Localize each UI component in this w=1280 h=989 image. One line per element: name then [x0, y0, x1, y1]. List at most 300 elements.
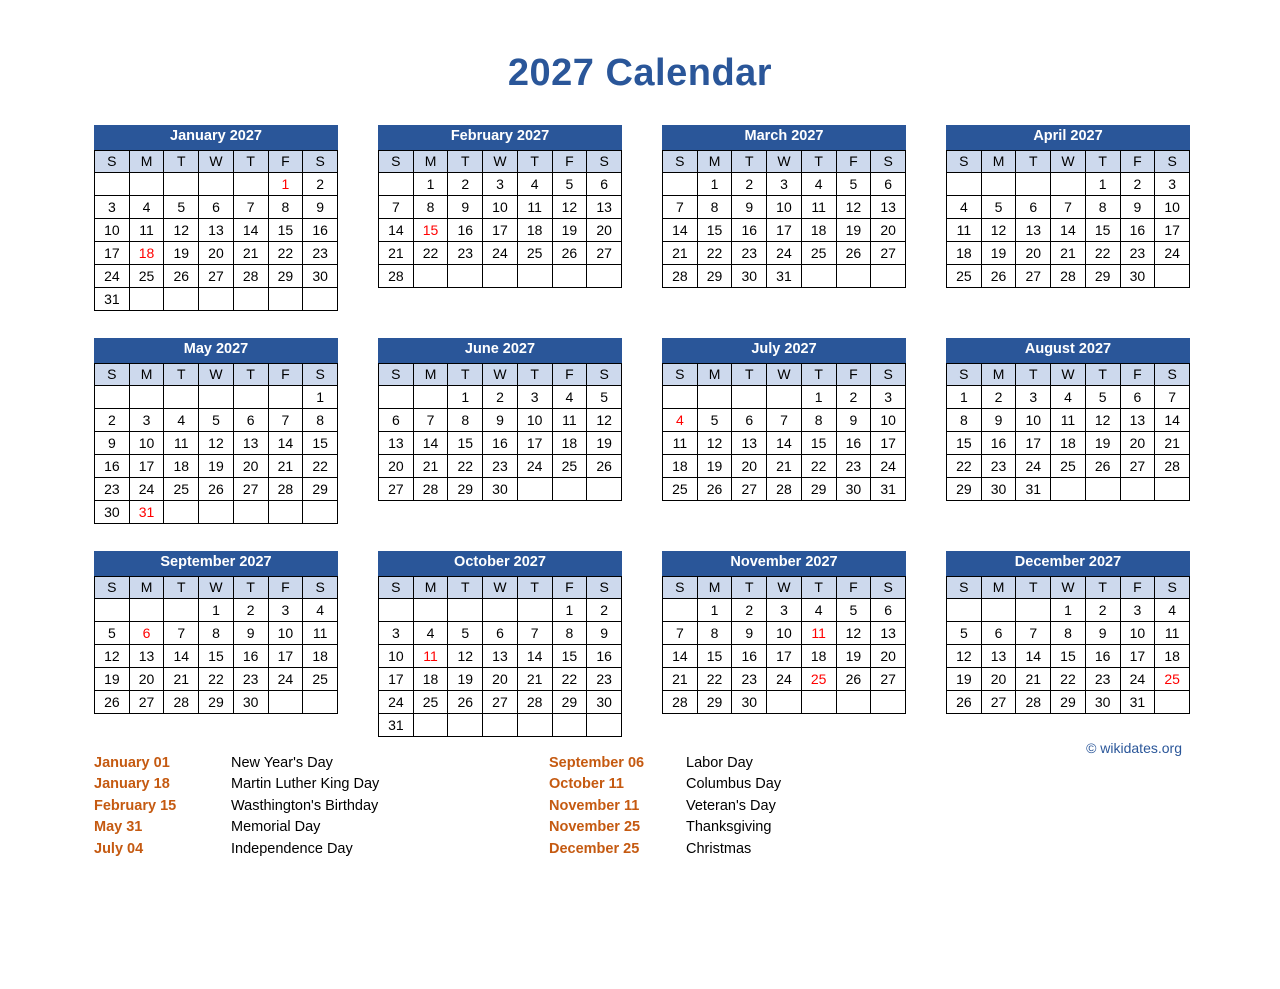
day-cell[interactable]: 8 [552, 621, 587, 644]
day-cell[interactable]: 28 [663, 690, 698, 713]
day-cell[interactable]: 31 [1120, 690, 1155, 713]
day-cell[interactable]: 22 [1085, 241, 1120, 264]
day-cell[interactable]: 23 [448, 241, 483, 264]
day-cell[interactable]: 6 [871, 598, 906, 621]
day-cell[interactable]: 27 [483, 690, 518, 713]
day-cell[interactable]: 22 [552, 667, 587, 690]
day-cell[interactable]: 17 [379, 667, 414, 690]
day-cell[interactable]: 18 [947, 241, 982, 264]
day-cell[interactable]: 8 [268, 195, 303, 218]
day-cell[interactable]: 30 [1120, 264, 1155, 287]
day-cell[interactable]: 23 [836, 454, 871, 477]
day-cell[interactable]: 2 [732, 598, 767, 621]
day-cell[interactable]: 29 [448, 477, 483, 500]
day-cell[interactable]: 14 [413, 431, 448, 454]
day-cell[interactable]: 30 [1085, 690, 1120, 713]
day-cell[interactable]: 18 [164, 454, 199, 477]
day-cell[interactable]: 27 [1120, 454, 1155, 477]
day-cell[interactable]: 28 [1016, 690, 1051, 713]
day-cell[interactable]: 20 [483, 667, 518, 690]
day-cell[interactable]: 30 [836, 477, 871, 500]
day-cell[interactable]: 12 [836, 621, 871, 644]
day-cell[interactable]: 10 [129, 431, 164, 454]
day-cell[interactable]: 12 [164, 218, 199, 241]
day-cell[interactable]: 4 [164, 408, 199, 431]
day-cell[interactable]: 30 [95, 500, 130, 523]
day-cell[interactable]: 15 [199, 644, 234, 667]
day-cell[interactable]: 5 [981, 195, 1016, 218]
day-cell[interactable]: 10 [871, 408, 906, 431]
day-cell[interactable]: 7 [663, 621, 698, 644]
day-cell[interactable]: 22 [199, 667, 234, 690]
day-cell[interactable]: 22 [303, 454, 338, 477]
day-cell[interactable]: 21 [268, 454, 303, 477]
day-cell[interactable]: 30 [587, 690, 622, 713]
day-cell[interactable]: 9 [303, 195, 338, 218]
day-cell[interactable]: 17 [1155, 218, 1190, 241]
day-cell[interactable]: 29 [552, 690, 587, 713]
day-cell[interactable]: 17 [767, 218, 802, 241]
day-cell[interactable]: 8 [1051, 621, 1086, 644]
day-cell[interactable]: 11 [663, 431, 698, 454]
day-cell[interactable]: 6 [587, 172, 622, 195]
day-cell[interactable]: 21 [663, 667, 698, 690]
day-cell[interactable]: 24 [1120, 667, 1155, 690]
day-cell[interactable]: 3 [95, 195, 130, 218]
day-cell[interactable]: 4 [801, 172, 836, 195]
day-cell[interactable]: 6 [233, 408, 268, 431]
day-cell[interactable]: 3 [1016, 385, 1051, 408]
day-cell[interactable]: 8 [947, 408, 982, 431]
day-cell[interactable]: 30 [233, 690, 268, 713]
day-cell[interactable]: 5 [95, 621, 130, 644]
day-cell[interactable]: 9 [233, 621, 268, 644]
day-cell[interactable]: 12 [199, 431, 234, 454]
day-cell[interactable]: 1 [801, 385, 836, 408]
day-cell[interactable]: 17 [268, 644, 303, 667]
day-cell[interactable]: 19 [552, 218, 587, 241]
day-cell[interactable]: 19 [836, 218, 871, 241]
day-cell[interactable]: 19 [1085, 431, 1120, 454]
day-cell[interactable]: 26 [587, 454, 622, 477]
day-cell[interactable]: 9 [981, 408, 1016, 431]
day-cell[interactable]: 19 [448, 667, 483, 690]
day-cell[interactable]: 14 [1051, 218, 1086, 241]
day-cell[interactable]: 10 [767, 621, 802, 644]
day-cell[interactable]: 14 [767, 431, 802, 454]
day-cell[interactable]: 27 [732, 477, 767, 500]
day-cell[interactable]: 7 [413, 408, 448, 431]
day-cell[interactable]: 22 [947, 454, 982, 477]
day-cell[interactable]: 14 [1016, 644, 1051, 667]
day-cell[interactable]: 15 [801, 431, 836, 454]
day-cell[interactable]: 7 [164, 621, 199, 644]
day-cell[interactable]: 2 [233, 598, 268, 621]
day-cell[interactable]: 21 [767, 454, 802, 477]
day-cell[interactable]: 5 [587, 385, 622, 408]
day-cell[interactable]: 15 [303, 431, 338, 454]
day-cell[interactable]: 22 [448, 454, 483, 477]
day-cell[interactable]: 21 [663, 241, 698, 264]
day-cell[interactable]: 30 [303, 264, 338, 287]
day-cell[interactable]: 20 [587, 218, 622, 241]
day-cell[interactable]: 30 [483, 477, 518, 500]
day-cell[interactable]: 11 [517, 195, 552, 218]
day-cell[interactable]: 22 [801, 454, 836, 477]
day-cell[interactable]: 7 [379, 195, 414, 218]
day-cell[interactable]: 6 [379, 408, 414, 431]
day-cell[interactable]: 10 [483, 195, 518, 218]
day-cell[interactable]: 1 [697, 172, 732, 195]
day-cell[interactable]: 6 [199, 195, 234, 218]
day-cell[interactable]: 15 [697, 644, 732, 667]
day-cell[interactable]: 24 [517, 454, 552, 477]
day-cell[interactable]: 14 [379, 218, 414, 241]
day-cell[interactable]: 25 [413, 690, 448, 713]
holiday-day-cell[interactable]: 1 [268, 172, 303, 195]
day-cell[interactable]: 20 [129, 667, 164, 690]
day-cell[interactable]: 12 [981, 218, 1016, 241]
day-cell[interactable]: 20 [732, 454, 767, 477]
day-cell[interactable]: 19 [95, 667, 130, 690]
day-cell[interactable]: 8 [1085, 195, 1120, 218]
day-cell[interactable]: 14 [268, 431, 303, 454]
day-cell[interactable]: 12 [587, 408, 622, 431]
day-cell[interactable]: 26 [981, 264, 1016, 287]
day-cell[interactable]: 27 [379, 477, 414, 500]
day-cell[interactable]: 5 [836, 172, 871, 195]
day-cell[interactable]: 9 [95, 431, 130, 454]
day-cell[interactable]: 20 [1016, 241, 1051, 264]
day-cell[interactable]: 26 [552, 241, 587, 264]
day-cell[interactable]: 12 [836, 195, 871, 218]
day-cell[interactable]: 18 [1051, 431, 1086, 454]
day-cell[interactable]: 13 [871, 195, 906, 218]
day-cell[interactable]: 18 [1155, 644, 1190, 667]
day-cell[interactable]: 5 [164, 195, 199, 218]
day-cell[interactable]: 9 [448, 195, 483, 218]
day-cell[interactable]: 13 [587, 195, 622, 218]
day-cell[interactable]: 4 [947, 195, 982, 218]
day-cell[interactable]: 13 [129, 644, 164, 667]
day-cell[interactable]: 3 [767, 172, 802, 195]
day-cell[interactable]: 16 [1120, 218, 1155, 241]
day-cell[interactable]: 23 [587, 667, 622, 690]
day-cell[interactable]: 26 [164, 264, 199, 287]
day-cell[interactable]: 5 [697, 408, 732, 431]
day-cell[interactable]: 25 [947, 264, 982, 287]
day-cell[interactable]: 2 [587, 598, 622, 621]
day-cell[interactable]: 3 [483, 172, 518, 195]
day-cell[interactable]: 18 [303, 644, 338, 667]
day-cell[interactable]: 6 [981, 621, 1016, 644]
day-cell[interactable]: 15 [1051, 644, 1086, 667]
day-cell[interactable]: 13 [1016, 218, 1051, 241]
day-cell[interactable]: 10 [379, 644, 414, 667]
day-cell[interactable]: 24 [871, 454, 906, 477]
day-cell[interactable]: 10 [95, 218, 130, 241]
day-cell[interactable]: 5 [448, 621, 483, 644]
day-cell[interactable]: 18 [801, 218, 836, 241]
day-cell[interactable]: 19 [947, 667, 982, 690]
day-cell[interactable]: 4 [801, 598, 836, 621]
day-cell[interactable]: 24 [767, 241, 802, 264]
day-cell[interactable]: 12 [947, 644, 982, 667]
day-cell[interactable]: 2 [732, 172, 767, 195]
day-cell[interactable]: 20 [981, 667, 1016, 690]
day-cell[interactable]: 1 [199, 598, 234, 621]
day-cell[interactable]: 8 [697, 195, 732, 218]
day-cell[interactable]: 3 [767, 598, 802, 621]
day-cell[interactable]: 18 [413, 667, 448, 690]
day-cell[interactable]: 6 [871, 172, 906, 195]
day-cell[interactable]: 17 [1120, 644, 1155, 667]
day-cell[interactable]: 22 [1051, 667, 1086, 690]
day-cell[interactable]: 22 [413, 241, 448, 264]
day-cell[interactable]: 20 [379, 454, 414, 477]
day-cell[interactable]: 9 [1085, 621, 1120, 644]
day-cell[interactable]: 21 [1051, 241, 1086, 264]
day-cell[interactable]: 12 [1085, 408, 1120, 431]
day-cell[interactable]: 30 [732, 690, 767, 713]
day-cell[interactable]: 3 [517, 385, 552, 408]
day-cell[interactable]: 17 [517, 431, 552, 454]
day-cell[interactable]: 3 [871, 385, 906, 408]
day-cell[interactable]: 11 [1155, 621, 1190, 644]
day-cell[interactable]: 16 [448, 218, 483, 241]
day-cell[interactable]: 9 [483, 408, 518, 431]
day-cell[interactable]: 23 [732, 241, 767, 264]
day-cell[interactable]: 2 [981, 385, 1016, 408]
day-cell[interactable]: 4 [1051, 385, 1086, 408]
day-cell[interactable]: 21 [233, 241, 268, 264]
day-cell[interactable]: 4 [517, 172, 552, 195]
day-cell[interactable]: 16 [1085, 644, 1120, 667]
day-cell[interactable]: 26 [448, 690, 483, 713]
day-cell[interactable]: 12 [697, 431, 732, 454]
day-cell[interactable]: 13 [233, 431, 268, 454]
day-cell[interactable]: 18 [663, 454, 698, 477]
day-cell[interactable]: 21 [413, 454, 448, 477]
day-cell[interactable]: 14 [663, 218, 698, 241]
day-cell[interactable]: 17 [767, 644, 802, 667]
day-cell[interactable]: 5 [199, 408, 234, 431]
day-cell[interactable]: 19 [697, 454, 732, 477]
day-cell[interactable]: 23 [233, 667, 268, 690]
day-cell[interactable]: 3 [129, 408, 164, 431]
day-cell[interactable]: 25 [129, 264, 164, 287]
day-cell[interactable]: 10 [1120, 621, 1155, 644]
day-cell[interactable]: 11 [947, 218, 982, 241]
day-cell[interactable]: 11 [164, 431, 199, 454]
day-cell[interactable]: 23 [483, 454, 518, 477]
day-cell[interactable]: 6 [483, 621, 518, 644]
day-cell[interactable]: 31 [871, 477, 906, 500]
day-cell[interactable]: 26 [836, 667, 871, 690]
day-cell[interactable]: 11 [129, 218, 164, 241]
day-cell[interactable]: 6 [1120, 385, 1155, 408]
day-cell[interactable]: 23 [95, 477, 130, 500]
day-cell[interactable]: 23 [303, 241, 338, 264]
day-cell[interactable]: 29 [268, 264, 303, 287]
day-cell[interactable]: 29 [1051, 690, 1086, 713]
day-cell[interactable]: 12 [448, 644, 483, 667]
day-cell[interactable]: 10 [268, 621, 303, 644]
day-cell[interactable]: 7 [233, 195, 268, 218]
day-cell[interactable]: 14 [1155, 408, 1190, 431]
day-cell[interactable]: 4 [1155, 598, 1190, 621]
day-cell[interactable]: 7 [268, 408, 303, 431]
day-cell[interactable]: 17 [1016, 431, 1051, 454]
day-cell[interactable]: 20 [1120, 431, 1155, 454]
day-cell[interactable]: 28 [517, 690, 552, 713]
day-cell[interactable]: 15 [947, 431, 982, 454]
day-cell[interactable]: 9 [587, 621, 622, 644]
day-cell[interactable]: 16 [483, 431, 518, 454]
day-cell[interactable]: 2 [448, 172, 483, 195]
day-cell[interactable]: 27 [129, 690, 164, 713]
day-cell[interactable]: 4 [303, 598, 338, 621]
day-cell[interactable]: 11 [1051, 408, 1086, 431]
day-cell[interactable]: 16 [981, 431, 1016, 454]
day-cell[interactable]: 30 [732, 264, 767, 287]
day-cell[interactable]: 15 [552, 644, 587, 667]
day-cell[interactable]: 21 [1155, 431, 1190, 454]
day-cell[interactable]: 28 [233, 264, 268, 287]
day-cell[interactable]: 2 [303, 172, 338, 195]
day-cell[interactable]: 23 [1085, 667, 1120, 690]
day-cell[interactable]: 26 [95, 690, 130, 713]
day-cell[interactable]: 26 [836, 241, 871, 264]
day-cell[interactable]: 10 [517, 408, 552, 431]
day-cell[interactable]: 14 [233, 218, 268, 241]
holiday-day-cell[interactable]: 6 [129, 621, 164, 644]
day-cell[interactable]: 17 [483, 218, 518, 241]
day-cell[interactable]: 9 [732, 195, 767, 218]
day-cell[interactable]: 23 [981, 454, 1016, 477]
day-cell[interactable]: 29 [199, 690, 234, 713]
holiday-day-cell[interactable]: 11 [801, 621, 836, 644]
day-cell[interactable]: 30 [981, 477, 1016, 500]
day-cell[interactable]: 13 [483, 644, 518, 667]
day-cell[interactable]: 8 [801, 408, 836, 431]
day-cell[interactable]: 28 [663, 264, 698, 287]
day-cell[interactable]: 7 [1155, 385, 1190, 408]
day-cell[interactable]: 18 [517, 218, 552, 241]
day-cell[interactable]: 21 [1016, 667, 1051, 690]
day-cell[interactable]: 5 [836, 598, 871, 621]
day-cell[interactable]: 1 [697, 598, 732, 621]
day-cell[interactable]: 3 [268, 598, 303, 621]
day-cell[interactable]: 19 [587, 431, 622, 454]
day-cell[interactable]: 24 [129, 477, 164, 500]
day-cell[interactable]: 25 [663, 477, 698, 500]
day-cell[interactable]: 16 [836, 431, 871, 454]
day-cell[interactable]: 26 [1085, 454, 1120, 477]
day-cell[interactable]: 8 [448, 408, 483, 431]
day-cell[interactable]: 15 [1085, 218, 1120, 241]
day-cell[interactable]: 13 [981, 644, 1016, 667]
day-cell[interactable]: 1 [552, 598, 587, 621]
day-cell[interactable]: 2 [95, 408, 130, 431]
day-cell[interactable]: 29 [801, 477, 836, 500]
day-cell[interactable]: 13 [1120, 408, 1155, 431]
day-cell[interactable]: 4 [413, 621, 448, 644]
day-cell[interactable]: 16 [95, 454, 130, 477]
day-cell[interactable]: 10 [1016, 408, 1051, 431]
holiday-day-cell[interactable]: 25 [801, 667, 836, 690]
day-cell[interactable]: 3 [1120, 598, 1155, 621]
day-cell[interactable]: 11 [303, 621, 338, 644]
day-cell[interactable]: 16 [732, 218, 767, 241]
day-cell[interactable]: 28 [164, 690, 199, 713]
day-cell[interactable]: 20 [233, 454, 268, 477]
day-cell[interactable]: 9 [732, 621, 767, 644]
holiday-day-cell[interactable]: 15 [413, 218, 448, 241]
day-cell[interactable]: 29 [947, 477, 982, 500]
day-cell[interactable]: 13 [199, 218, 234, 241]
day-cell[interactable]: 18 [552, 431, 587, 454]
day-cell[interactable]: 1 [413, 172, 448, 195]
day-cell[interactable]: 24 [95, 264, 130, 287]
day-cell[interactable]: 14 [164, 644, 199, 667]
day-cell[interactable]: 17 [871, 431, 906, 454]
day-cell[interactable]: 24 [1016, 454, 1051, 477]
day-cell[interactable]: 20 [199, 241, 234, 264]
day-cell[interactable]: 31 [767, 264, 802, 287]
day-cell[interactable]: 28 [268, 477, 303, 500]
day-cell[interactable]: 7 [767, 408, 802, 431]
day-cell[interactable]: 16 [732, 644, 767, 667]
day-cell[interactable]: 4 [552, 385, 587, 408]
day-cell[interactable]: 13 [871, 621, 906, 644]
day-cell[interactable]: 24 [767, 667, 802, 690]
day-cell[interactable]: 11 [801, 195, 836, 218]
day-cell[interactable]: 2 [836, 385, 871, 408]
day-cell[interactable]: 24 [379, 690, 414, 713]
day-cell[interactable]: 5 [552, 172, 587, 195]
day-cell[interactable]: 19 [836, 644, 871, 667]
day-cell[interactable]: 1 [303, 385, 338, 408]
day-cell[interactable]: 3 [379, 621, 414, 644]
day-cell[interactable]: 28 [413, 477, 448, 500]
day-cell[interactable]: 31 [95, 287, 130, 310]
day-cell[interactable]: 28 [1155, 454, 1190, 477]
day-cell[interactable]: 23 [732, 667, 767, 690]
day-cell[interactable]: 2 [483, 385, 518, 408]
day-cell[interactable]: 21 [164, 667, 199, 690]
day-cell[interactable]: 4 [129, 195, 164, 218]
day-cell[interactable]: 17 [129, 454, 164, 477]
day-cell[interactable]: 6 [732, 408, 767, 431]
day-cell[interactable]: 24 [1155, 241, 1190, 264]
day-cell[interactable]: 19 [981, 241, 1016, 264]
day-cell[interactable]: 31 [379, 713, 414, 736]
day-cell[interactable]: 18 [801, 644, 836, 667]
day-cell[interactable]: 27 [871, 241, 906, 264]
day-cell[interactable]: 19 [164, 241, 199, 264]
day-cell[interactable]: 24 [268, 667, 303, 690]
day-cell[interactable]: 7 [1051, 195, 1086, 218]
day-cell[interactable]: 29 [697, 690, 732, 713]
day-cell[interactable]: 7 [663, 195, 698, 218]
day-cell[interactable]: 27 [199, 264, 234, 287]
day-cell[interactable]: 15 [448, 431, 483, 454]
day-cell[interactable]: 16 [233, 644, 268, 667]
day-cell[interactable]: 19 [199, 454, 234, 477]
day-cell[interactable]: 24 [483, 241, 518, 264]
day-cell[interactable]: 9 [1120, 195, 1155, 218]
